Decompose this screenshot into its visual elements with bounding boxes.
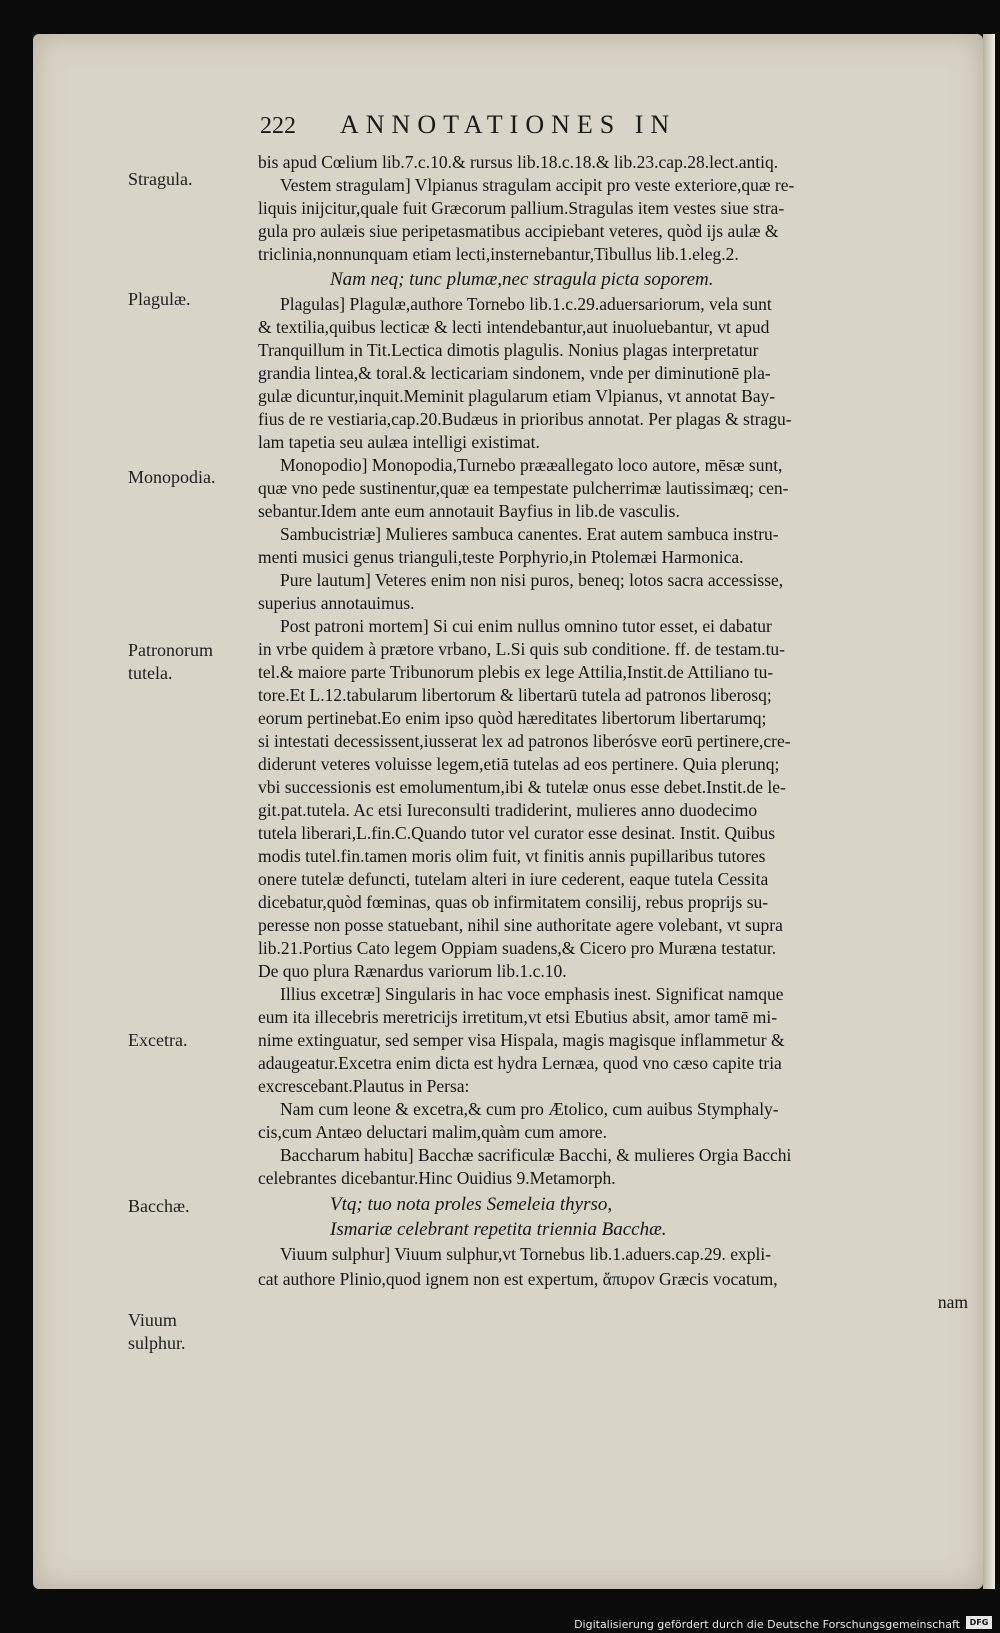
margin-note: Plagulæ.	[128, 289, 191, 309]
running-title: ANNOTATIONES IN	[340, 110, 677, 139]
text-line: tel.& maiore parte Tribunorum plebis ex lege Attilia,Instit.de Attiliano tu-	[258, 662, 774, 682]
text-line: vbi successionis est emolumentum,ibi & tutelæ onus esse debet.Instit.de le-	[258, 777, 786, 797]
text-line: onere tutelæ defuncti, tutelam alteri in iure cederent, eaque tutela Cessita	[258, 869, 769, 889]
text-line: Vestem stragulam] Vlpianus stragulam accipit pro veste exteriore,quæ re-	[280, 175, 795, 195]
text-line: celebrantes dicebantur.Hinc Ouidius 9.Metamorph.	[258, 1168, 616, 1188]
text-line: quæ vno pede sustinentur,quæ ea tempestate pulcherrimæ lautissimæq; cen-	[258, 478, 789, 498]
text-line: bis apud Cœlium lib.7.c.10.& rursus lib.18.c.18.& lib.23.cap.28.lect.antiq.	[258, 152, 779, 172]
text-line: Sambucistriæ] Mulieres sambuca canentes. Erat autem sambuca instru-	[280, 524, 779, 544]
text-line: in vrbe quidem à prætore vrbano, L.Si quis sub conditione. ff. de testam.tu-	[258, 639, 786, 659]
text-line: peresse non posse statuebant, nihil sine authoritate agere volebant, vt supra	[258, 915, 783, 935]
verse-line: Ismariæ celebrant repetita triennia Bacchæ.	[330, 1219, 667, 1240]
text-line: Pure lautum] Veteres enim non nisi puros, beneq; lotos sacra accessisse,	[280, 570, 784, 590]
text-line: Monopodio] Monopodia,Turnebo prææallegato loco autore, mēsæ sunt,	[280, 455, 783, 475]
text-line: Post patroni mortem] Si cui enim nullus omnino tutor esset, ei dabatur	[280, 616, 772, 636]
page-number: 222	[260, 113, 296, 139]
margin-note: Stragula.	[128, 169, 193, 189]
text-line: Tranquillum in Tit.Lectica dimotis plagulis. Nonius plagas interpretatur	[258, 340, 759, 360]
text-line: Viuum sulphur] Viuum sulphur,vt Tornebus lib.1.aduers.cap.29. expli-	[280, 1244, 772, 1264]
text-line: tutela liberari,L.fin.C.Quando tutor vel curator esse desinat. Instit. Quibus	[258, 823, 776, 843]
text-line: lib.21.Portius Cato legem Oppiam suadens,& Cicero pro Muræna testatur.	[258, 938, 777, 958]
text-line: nime extinguatur, sed semper visa Hispala, magis magisque inflammetur &	[258, 1030, 785, 1050]
text-line: menti musici genus trianguli,teste Porphyrio,in Ptolemæi Harmonica.	[258, 547, 744, 567]
margin-note: Patronorum tutela.	[128, 640, 213, 683]
text-line: diderunt veteres voluisse legem,etiā tutelas ad eos pertinere. Quia plerunq;	[258, 754, 780, 774]
text-line: gulæ dicuntur,inquit.Meminit plagularum etiam Vlpianus, vt annotat Bay-	[258, 386, 776, 406]
text-line: gula pro aulæis siue peripetasmatibus accipiebant veteres, quòd ijs aulæ &	[258, 221, 779, 241]
catchword: nam	[937, 1292, 968, 1312]
text-line: grandia lintea,& toral.& lecticariam sindonem, vnde per diminutionē pla-	[258, 363, 771, 383]
text-line: eum ita illecebris meretricijs irretitum,vt etsi Ebutius absit, amor tamē mi-	[258, 1007, 778, 1027]
text-line: Nam cum leone & excetra,& cum pro Ætolico, cum auibus Stymphaly-	[280, 1099, 779, 1119]
text-line: excrescebant.Plautus in Persa:	[258, 1076, 470, 1096]
text-line: cat authore Plinio,quod ignem non est expertum, ἄπυρον Græcis vocatum,	[258, 1269, 778, 1289]
text-line: sebantur.Idem ante eum annotauit Bayfius in lib.de vasculis.	[258, 501, 680, 521]
text-line: tore.Et L.12.tabularum libertorum & libertarū tutela ad patronos liberosq;	[258, 685, 772, 705]
margin-note: Viuum sulphur.	[128, 1310, 186, 1353]
verse-line: Nam neq; tunc plumæ,nec stragula picta soporem.	[330, 269, 714, 290]
margin-note: Excetra.	[128, 1030, 188, 1050]
text-line: fius de re vestiaria,cap.20.Budæus in prioribus annotat. Per plagas & stragu-	[258, 409, 792, 429]
margin-note: Monopodia.	[128, 467, 216, 487]
page-header	[260, 110, 960, 140]
text-line: cis,cum Antæo deluctari malim,quàm cum amore.	[258, 1122, 607, 1142]
digitization-credit: Digitalisierung gefördert durch die Deutsche Forschungsgemeinschaft	[574, 1618, 960, 1631]
text-line: superius annotauimus.	[258, 593, 415, 613]
text-line: liquis inijcitur,quale fuit Græcorum pallium.Stragulas item vestes siue stra-	[258, 198, 785, 218]
text-line: De quo plura Rænardus variorum lib.1.c.10.	[258, 961, 567, 981]
dfg-logo: DFG	[966, 1616, 992, 1629]
text-line: modis tutel.fin.tamen moris olim fuit, vt finitis annis pupillaribus tutores	[258, 846, 766, 866]
verse-line: Vtq; tuo nota proles Semeleia thyrso,	[330, 1194, 613, 1215]
text-line: git.pat.tutela. Ac etsi Iureconsulti tradiderint, mulieres anno duodecimo	[258, 800, 758, 820]
text-line: eorum pertinebat.Eo enim ipso quòd hæreditates libertorum libertarumq;	[258, 708, 767, 728]
margin-note: Bacchæ.	[128, 1196, 190, 1216]
text-line: Plagulas] Plagulæ,authore Tornebo lib.1.c.29.aduersariorum, vela sunt	[280, 294, 772, 314]
text-line: si intestati decessissent,iusserat lex ad patronos liberósve eorū pertinere,cre-	[258, 731, 791, 751]
text-line: & textilia,quibus lecticæ & lecti intendebantur,aut inuoluebantur, vt apud	[258, 317, 770, 337]
text-line: lam tapetia seu aulæa intelligi existimat.	[258, 432, 540, 452]
text-line: Illius excetræ] Singularis in hac voce emphasis inest. Significat namque	[280, 984, 784, 1004]
text-line: Baccharum habitu] Bacchæ sacrificulæ Bacchi, & mulieres Orgia Bacchi	[280, 1145, 792, 1165]
text-line: dicebatur,quòd fœminas, quas ob infirmitatem consilij, rebus proprijs su-	[258, 892, 769, 912]
text-line: triclinia,nonnunquam etiam lecti,insternebantur,Tibullus lib.1.eleg.2.	[258, 244, 739, 264]
text-line: adaugeatur.Excetra enim dicta est hydra Lernæa, quod vno cæso capite tria	[258, 1053, 782, 1073]
